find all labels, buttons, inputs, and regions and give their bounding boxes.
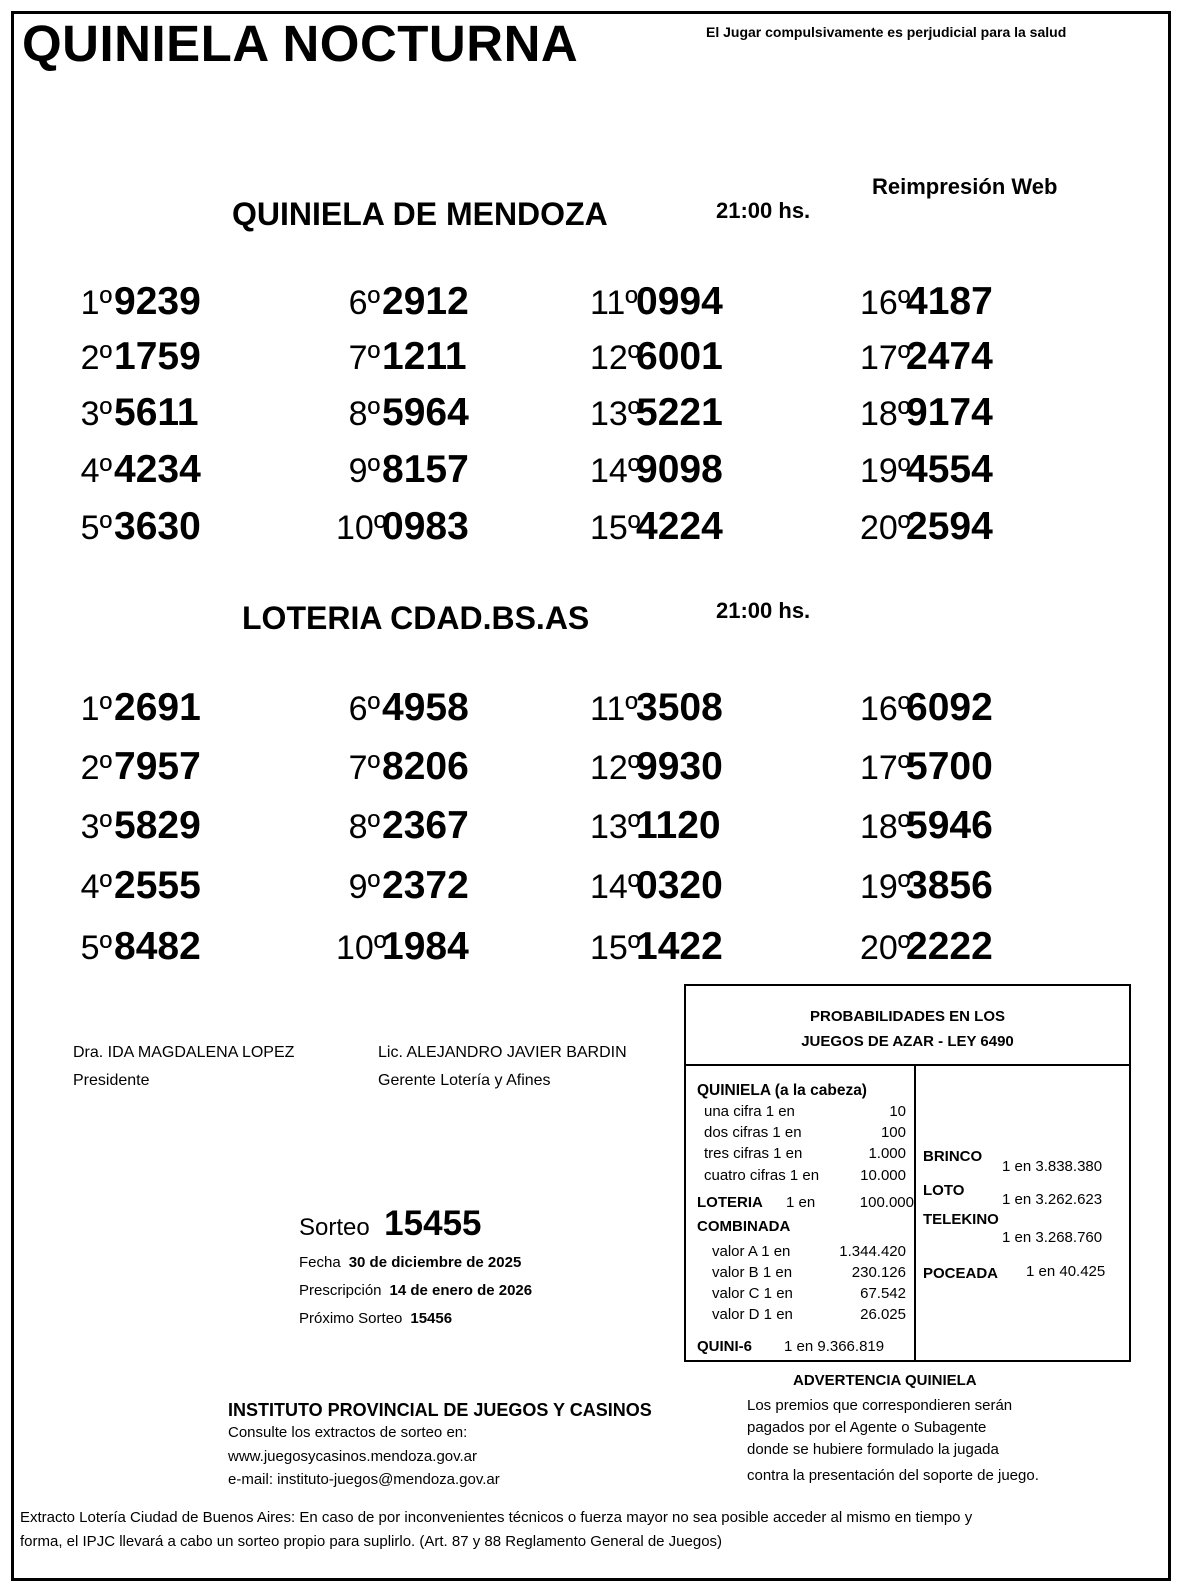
- result-cell: [336, 448, 469, 492]
- draw-date: 30 de diciembre de 2025: [348, 1254, 522, 1271]
- result-cell: [68, 925, 201, 969]
- result-cell: [860, 335, 993, 379]
- result-position: 17º: [860, 339, 911, 377]
- result-position: 6º: [348, 690, 380, 728]
- signature-name-2: Lic. ALEJANDRO JAVIER BARDIN: [378, 1044, 627, 1061]
- result-cell: [860, 280, 993, 324]
- signature-role-1: Presidente: [73, 1072, 150, 1089]
- result-position: 11º: [590, 284, 638, 322]
- result-number: 6001: [636, 335, 723, 378]
- result-number: 5700: [906, 745, 993, 788]
- loto-prob-label: LOTO: [923, 1182, 965, 1199]
- result-number: 2912: [382, 280, 469, 323]
- probabilities-divider: [914, 1066, 916, 1362]
- quiniela-prob-label-1: una cifra 1 en: [704, 1103, 795, 1120]
- result-cell: [590, 280, 723, 324]
- result-number: 2474: [906, 335, 993, 378]
- probabilities-title-1: PROBABILIDADES EN LOS: [809, 1008, 1005, 1025]
- quiniela-prob-label-2: dos cifras 1 en: [704, 1124, 802, 1141]
- result-cell: [590, 864, 723, 908]
- result-number: 4224: [636, 505, 723, 548]
- result-position: 1º: [80, 690, 112, 728]
- result-number: 3856: [906, 864, 993, 907]
- result-cell: [860, 864, 993, 908]
- result-cell: [860, 745, 993, 789]
- result-number: 6092: [906, 686, 993, 729]
- result-position: 16º: [860, 690, 911, 728]
- result-position: 8º: [348, 808, 380, 846]
- result-position: 13º: [590, 395, 641, 433]
- result-cell: [590, 391, 723, 435]
- quiniela-prob-title: QUINIELA (a la cabeza): [697, 1082, 867, 1099]
- brinco-prob-value: 1 en 3.838.380: [1002, 1158, 1103, 1175]
- result-position: 5º: [80, 929, 112, 967]
- result-position: 14º: [590, 452, 641, 490]
- result-number: 2222: [906, 925, 993, 968]
- result-position: 16º: [860, 284, 911, 322]
- result-position: 5º: [80, 509, 112, 547]
- section-title-mendoza: QUINIELA DE MENDOZA: [232, 196, 608, 232]
- result-cell: [590, 505, 723, 549]
- advertencia-line-3: donde se hubiere formulado la jugada: [747, 1441, 999, 1458]
- result-cell: [336, 280, 469, 324]
- result-position: 12º: [590, 749, 641, 787]
- result-number: 2372: [382, 864, 469, 907]
- result-position: 19º: [860, 868, 911, 906]
- combinada-prob-label-4: valor D 1 en: [712, 1306, 793, 1323]
- footer-line-1: Extracto Lotería Ciudad de Buenos Aires: En caso de por inconvenientes técnicos o fuerza mayor no sea posible acceder al mismo en tiempo y: [20, 1509, 973, 1526]
- result-cell: [590, 335, 723, 379]
- result-position: 18º: [860, 395, 911, 433]
- combinada-prob-value-1: 1.344.420: [839, 1243, 906, 1260]
- result-position: 3º: [80, 395, 112, 433]
- result-position: 12º: [590, 339, 641, 377]
- loteria-prob-mid: 1 en: [786, 1194, 816, 1211]
- result-cell: [68, 391, 199, 435]
- result-position: 4º: [80, 868, 112, 906]
- result-number: 0983: [382, 505, 469, 548]
- result-number: 9098: [636, 448, 723, 491]
- result-position: 9º: [348, 868, 380, 906]
- result-cell: [68, 280, 201, 324]
- result-number: 5221: [636, 391, 723, 434]
- result-position: 18º: [860, 808, 911, 846]
- loto-prob-value: 1 en 3.262.623: [1002, 1191, 1103, 1208]
- result-position: 3º: [80, 808, 112, 846]
- result-cell: [590, 804, 721, 848]
- result-cell: [68, 804, 201, 848]
- reprint-label: Reimpresión Web: [872, 174, 1058, 199]
- probabilities-box: [684, 984, 1131, 1362]
- result-cell: [336, 745, 469, 789]
- result-number: 2691: [114, 686, 201, 729]
- result-cell: [590, 448, 723, 492]
- quiniela-prob-label-3: tres cifras 1 en: [704, 1145, 803, 1162]
- draw-label: Sorteo: [299, 1214, 370, 1241]
- result-number: 1120: [636, 804, 721, 847]
- result-number: 1759: [114, 335, 201, 378]
- poceada-prob-label: POCEADA: [923, 1265, 999, 1282]
- result-number: 4187: [906, 280, 993, 323]
- result-number: 1211: [382, 335, 467, 378]
- result-position: 15º: [590, 929, 641, 967]
- result-position: 19º: [860, 452, 911, 490]
- result-cell: [860, 686, 993, 730]
- result-position: 8º: [348, 395, 380, 433]
- brinco-prob-label: BRINCO: [923, 1148, 983, 1165]
- result-position: 20º: [860, 929, 911, 967]
- institute-email[interactable]: e-mail: instituto-juegos@mendoza.gov.ar: [228, 1471, 500, 1488]
- draw-date-label: Fecha: [299, 1254, 341, 1271]
- result-cell: [336, 686, 469, 730]
- result-cell: [336, 335, 467, 379]
- result-position: 10º: [336, 509, 387, 547]
- result-number: 9174: [906, 391, 993, 434]
- advertencia-line-2: pagados por el Agente o Subagente: [747, 1419, 987, 1436]
- result-position: 14º: [590, 868, 641, 906]
- footer-line-2: forma, el IPJC llevará a cabo un sorteo propio para suplirlo. (Art. 87 y 88 Reglamento General de Juegos): [20, 1533, 723, 1550]
- institute-website[interactable]: www.juegosycasinos.mendoza.gov.ar: [228, 1448, 478, 1465]
- result-position: 2º: [80, 749, 112, 787]
- result-cell: [860, 391, 993, 435]
- result-cell: [860, 505, 993, 549]
- probabilities-header: [686, 986, 1129, 1066]
- result-position: 9º: [348, 452, 380, 490]
- telekino-prob-value: 1 en 3.268.760: [1002, 1229, 1103, 1246]
- draw-prescription-label: Prescripción: [299, 1282, 382, 1299]
- result-cell: [68, 864, 201, 908]
- gambling-warning: El Jugar compulsivamente es perjudicial para la salud: [706, 24, 1067, 40]
- probabilities-title-2: JUEGOS DE AZAR - LEY 6490: [801, 1033, 1014, 1050]
- result-position: 11º: [590, 690, 638, 728]
- result-cell: [590, 745, 723, 789]
- signature-role-2: Gerente Lotería y Afines: [378, 1072, 551, 1089]
- result-cell: [68, 448, 201, 492]
- result-number: 3630: [114, 505, 201, 548]
- quiniela-prob-value-2: 100: [880, 1124, 906, 1141]
- result-position: 20º: [860, 509, 911, 547]
- result-position: 7º: [348, 749, 380, 787]
- result-cell: [68, 686, 201, 730]
- institute-consult: Consulte los extractos de sorteo en:: [228, 1424, 468, 1441]
- result-position: 6º: [348, 284, 380, 322]
- result-number: 5946: [906, 804, 993, 847]
- result-number: 1422: [636, 925, 723, 968]
- combinada-prob-label-2: valor B 1 en: [712, 1264, 793, 1281]
- result-number: 5964: [382, 391, 469, 434]
- result-position: 15º: [590, 509, 641, 547]
- signature-name-1: Dra. IDA MAGDALENA LOPEZ: [73, 1044, 295, 1061]
- draw-number: 15455: [384, 1204, 482, 1243]
- result-cell: [860, 804, 993, 848]
- result-cell: [68, 335, 201, 379]
- result-number: 8206: [382, 745, 469, 788]
- quini6-prob-label: QUINI-6: [697, 1338, 753, 1355]
- quiniela-prob-value-4: 10.000: [860, 1167, 906, 1184]
- quini6-prob-value: 1 en 9.366.819: [784, 1338, 885, 1355]
- result-number: 4958: [382, 686, 469, 729]
- result-number: 7957: [114, 745, 201, 788]
- page-title: QUINIELA NOCTURNA: [22, 15, 579, 72]
- result-position: 13º: [590, 808, 641, 846]
- combinada-prob-title: COMBINADA: [697, 1218, 791, 1235]
- section-time-loteria: 21:00 hs.: [716, 598, 811, 623]
- combinada-prob-value-2: 230.126: [851, 1264, 906, 1281]
- result-number: 5829: [114, 804, 201, 847]
- result-cell: [68, 505, 201, 549]
- quiniela-prob-label-4: cuatro cifras 1 en: [704, 1167, 820, 1184]
- result-position: 17º: [860, 749, 911, 787]
- result-number: 2367: [382, 804, 469, 847]
- result-number: 2555: [114, 864, 201, 907]
- result-cell: [860, 448, 993, 492]
- result-cell: [590, 925, 723, 969]
- result-cell: [860, 925, 993, 969]
- advertencia-line-4: contra la presentación del soporte de juego.: [747, 1467, 1039, 1484]
- section-title-loteria: LOTERIA CDAD.BS.AS: [242, 600, 590, 636]
- combinada-prob-value-3: 67.542: [860, 1285, 906, 1302]
- result-cell: [590, 686, 723, 730]
- result-cell: [336, 864, 469, 908]
- draw-date-row: [299, 1254, 521, 1271]
- result-position: 7º: [348, 339, 380, 377]
- result-position: 4º: [80, 452, 112, 490]
- result-cell: [336, 804, 469, 848]
- draw-prescription: 14 de enero de 2026: [389, 1282, 533, 1299]
- combinada-prob-label-1: valor A 1 en: [712, 1243, 791, 1260]
- section-time-mendoza: 21:00 hs.: [716, 198, 811, 223]
- result-number: 1984: [382, 925, 469, 968]
- institute-name: INSTITUTO PROVINCIAL DE JUEGOS Y CASINOS: [228, 1400, 652, 1420]
- quiniela-prob-value-3: 1.000: [868, 1145, 906, 1162]
- draw-next-row: [299, 1310, 452, 1327]
- result-number: 0994: [636, 280, 723, 323]
- quiniela-prob-value-1: 10: [889, 1103, 906, 1120]
- combinada-prob-label-3: valor C 1 en: [712, 1285, 793, 1302]
- result-number: 8157: [382, 448, 469, 491]
- result-number: 3508: [636, 686, 723, 729]
- result-position: 10º: [336, 929, 387, 967]
- result-number: 9239: [114, 280, 201, 323]
- loteria-prob-label: LOTERIA: [697, 1194, 763, 1211]
- loteria-prob-value: 100.000: [859, 1194, 914, 1211]
- combinada-prob-value-4: 26.025: [860, 1306, 906, 1323]
- draw-prescription-row: [299, 1282, 532, 1299]
- result-number: 9930: [636, 745, 723, 788]
- result-cell: [68, 745, 201, 789]
- result-position: 1º: [80, 284, 112, 322]
- result-number: 8482: [114, 925, 201, 968]
- result-position: 2º: [80, 339, 112, 377]
- result-number: 5611: [114, 391, 199, 434]
- result-cell: [336, 391, 469, 435]
- draw-next-label: Próximo Sorteo: [299, 1310, 403, 1327]
- telekino-prob-label: TELEKINO: [923, 1211, 999, 1228]
- draw-number-block: [299, 1204, 482, 1244]
- result-number: 4234: [114, 448, 201, 491]
- result-cell: [336, 925, 469, 969]
- result-number: 4554: [906, 448, 993, 491]
- result-cell: [336, 505, 469, 549]
- result-number: 2594: [906, 505, 993, 548]
- poceada-prob-value: 1 en 40.425: [1026, 1263, 1106, 1280]
- advertencia-title: ADVERTENCIA QUINIELA: [793, 1372, 977, 1389]
- advertencia-line-1: Los premios que correspondieren serán: [747, 1397, 1013, 1414]
- result-number: 0320: [636, 864, 723, 907]
- draw-next: 15456: [410, 1310, 453, 1327]
